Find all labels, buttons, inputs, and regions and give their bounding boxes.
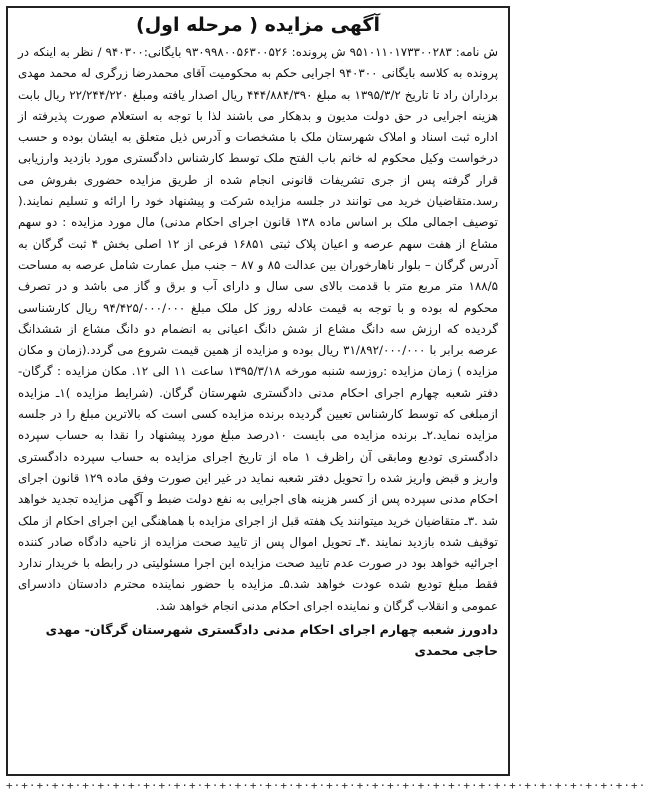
notice-title: آگهی مزایده ( مرحله اول) <box>136 14 380 36</box>
notice-paragraph: ش نامه: ۹۵۱۰۱۱۰۱۷۳۳۰۰۲۸۳ ش پرونده: ۹۳۰۹۹۸۰۰۵۶۳۰۰۵۲۶ بایگانی:۹۴۰۳۰۰ / نظر به اینکه در پرونده به کلاسه بایگانی ۹۴۰۳۰۰ اجرایی حکم به محکومیت آقای محمدرضا زرگری له محمد مهدی برداران راد تا تاریخ ۱۳۹۵/۳/۲ به مبلغ ۴۴۴/۸۸۴/۳۹۰ ریال اصدار یافته ومبلغ ۲۲/۲۴۴/۲۲۰ ریال بابت هزینه اجرایی در حق دولت مدیون و بدهکار می باشند لذا با توجه به استعلام صورت پذیرفته از اداره ثبت اسناد و املاک شهرستان ملک با مشخصات و آدرس ذیل متعلق به ایشان بوده و حسب درخواست وکیل محکوم له خانم باب الفتح ملک توسط کارشناس دادگستری مورد بازدید وارزیابی قرار گرفته پس از جری تشریفات قانونی انجام شده از طریق مزایده حضوری بفروش می رسد.متقاضیان خرید می توانند در جلسه مزایده شرکت و پیشنهاد خود را ارائه و تسلیم نمایند.( توصیف اجمالی ملک بر اساس ماده ۱۳۸ قانون اجرای احکام مدنی) مال مورد مزایده : دو سهم مشاع از هفت سهم عرصه و اعیان پلاک ثبتی ۱۶۸۵۱ فرعی از ۱۲ اصلی بخش ۴ ثبت گرگان به آدرس گرگان – بلوار ناهارخوران بین عدالت ۸۵ و ۸۷ – جنب مبل عمارت شامل عرصه به مساحت ۱۸۸/۵ متر مربع متر با قدمت بالای سی سال و دارای آب و برق و گاز می باشد و در تصرف محکوم له بوده و با توجه به قیمت عادله روز کل ملک مبلغ ۹۴/۴۲۵/۰۰۰/۰۰۰ ریال کارشناسی گردیده که ارزش سه دانگ مشاع از شش دانگ اعیانی به انضمام دو دانگ مشاع از ششدانگ عرصه برابر با ۳۱/۸۹۲/۰۰۰/۰۰۰ ریال بوده و مزایده از همین قیمت شروع می گردد.(زمان و مکان مزایده ) زمان مزایده :روزسه شنبه مورخه ۱۳۹۵/۳/۱۸ ساعت ۱۱ الی ۱۲. مکان مزایده : گرگان-دفتر شعبه چهارم اجرای احکام مدنی دادگستری شهرستان گرگان. (شرایط مزایده )۱ـ مزایده ازمبلغی که توسط کارشناس تعیین گردیده برنده مزایده کسی است که بالاترین مبلغ را در جلسه مزایده نماید.۲ـ برنده مزایده می بایست ۱۰درصد مبلغ مورد پیشنهاد را نقدا به حساب سپرده دادگستری تودیع ومابقی آن راظرف ۱ ماه از تاریخ اجرای مزایده به حساب سپرده دادگستری واریز و قبض واریز شده را تحویل دفتر شعبه نماید در غیر این صورت وفق ماده ۱۲۹ قانون اجرای احکام مدنی سپرده پس از کسر هزینه های اجرایی به نفع دولت ضبط و آگهی مزایده تجدید خواهد شد .۳ـ متقاضیان خرید میتوانند یک هفته قبل از اجرای مزایده با هماهنگی این اجرای احکام از ملک توقیف شده بازدید نمایند .۴ـ تحویل اموال پس از تایید صحت مزایده از ناحیه دادگاه صادر کننده اجرائیه خواهد بود در صورت عدم تایید صحت مزایده این اجرا مسئولیتی در رابطه با خریدار ندارد فقط مبلغ تودیع شده عودت خواهد شد.۵ـ مزایده با حضور نماینده محترم دادستان دادسرای عمومی و انقلاب گرگان و نماینده اجرای احکام مدنی انجام خواهد شد. <box>18 45 499 613</box>
notice-signature: دادورز شعبه چهارم اجرای احکام مدنی دادگستری شهرستان گرگان- مهدی حاجی محمدی <box>45 622 498 659</box>
notice-body <box>18 42 498 617</box>
notice-frame <box>6 6 510 776</box>
decorative-border: +·+·+·+·+·+·+·+·+·+·+·+·+·+·+·+·+·+·+·+·+·+·+·+·+·+·+·+·+·+·+·+·+·+·+·+·+·+·+·+·+·+· <box>6 779 646 792</box>
